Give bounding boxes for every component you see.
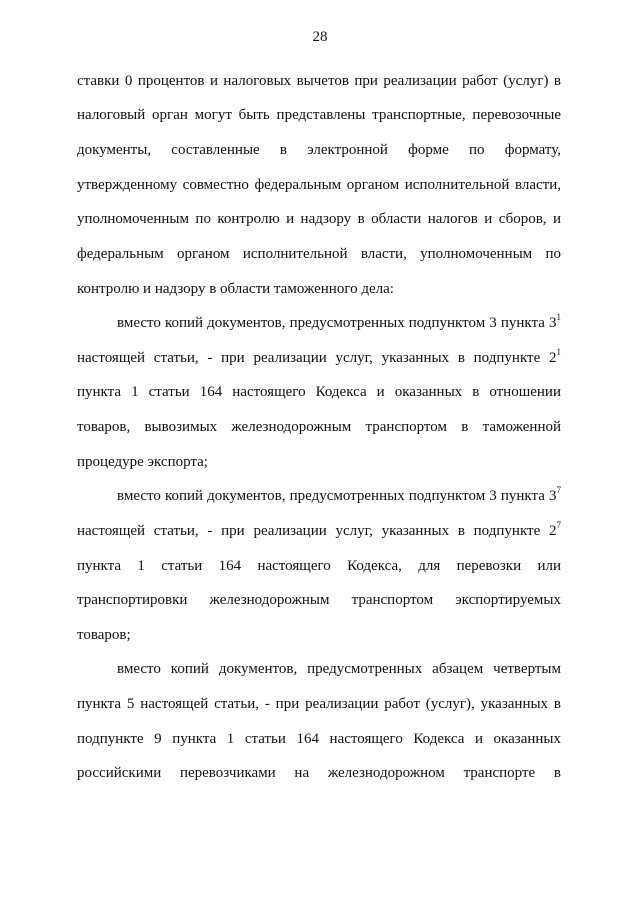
superscript: 1 (556, 347, 561, 357)
text-line: пункта 5 настоящей статьи, - при реализации работ (услуг), указанных в (77, 696, 561, 712)
text-line: ставки 0 процентов и налоговых вычетов при реализации работ (услуг) в (77, 73, 561, 89)
text-line: настоящей статьи, - при реализации услуг, указанных в подпункте $2^7$ (77, 520, 561, 539)
text-line: уполномоченным по контролю и надзору в области налогов и сборов, и (77, 211, 561, 227)
text-line: пункта 1 статьи 164 настоящего Кодекса, для перевозки или (77, 558, 561, 574)
text-line: пункта 1 статьи 164 настоящего Кодекса и оказанных в отношении (77, 384, 561, 400)
text-line: контролю и надзору в области таможенного дела: (77, 281, 394, 297)
superscript: 1 (556, 312, 561, 322)
text-line: товаров, вывозимых железнодорожным транспортом в таможенной (77, 419, 561, 435)
text-line: вместо копий документов, предусмотренных абзацем четвертым (117, 661, 561, 677)
text-line: настоящей статьи, - при реализации услуг, указанных в подпункте $2^1$ (77, 347, 561, 366)
superscript: 7 (556, 520, 561, 530)
text-line: российскими перевозчиками на железнодорожном транспорте в (77, 765, 561, 781)
text-line: процедуре экспорта; (77, 454, 208, 470)
superscript: 7 (556, 485, 561, 495)
text-line: подпункте 9 пункта 1 статьи 164 настоящего Кодекса и оказанных (77, 731, 561, 747)
text-line: документы, составленные в электронной форме по формату, (77, 142, 561, 158)
page-number: 28 (312, 29, 328, 45)
text-line: вместо копий документов, предусмотренных подпунктом 3 пункта $3^7$ (117, 485, 561, 504)
text-line: транспортировки железнодорожным транспортом экспортируемых (77, 592, 561, 608)
text-line: федеральным органом исполнительной власти, уполномоченным по (77, 246, 561, 262)
text-line: товаров; (77, 627, 131, 643)
text-line: налоговый орган могут быть представлены транспортные, перевозочные (77, 107, 561, 123)
text-line: вместо копий документов, предусмотренных подпунктом 3 пункта $3^1$ (117, 312, 561, 331)
text-line: утвержденному совместно федеральным органом исполнительной власти, (77, 177, 561, 193)
